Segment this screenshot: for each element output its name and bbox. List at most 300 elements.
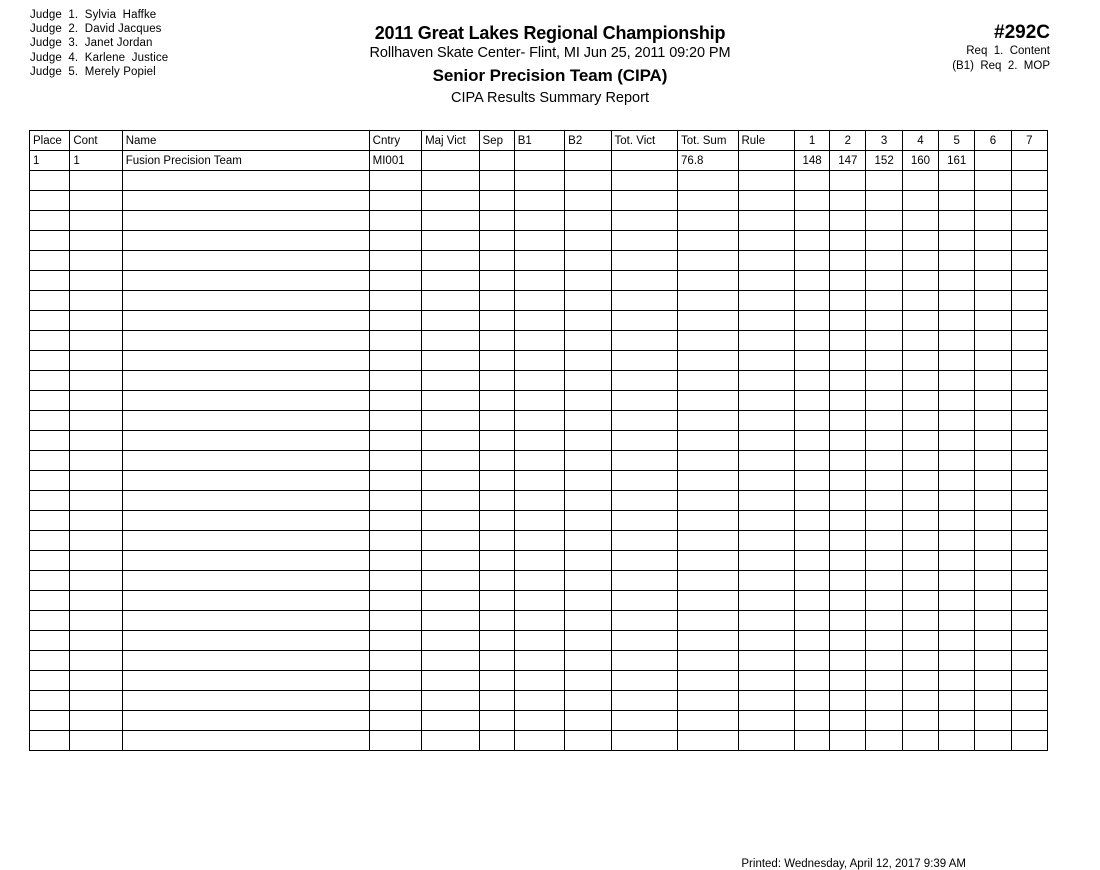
cell-empty: [514, 311, 564, 331]
col-tot-sum: Tot. Sum: [678, 131, 738, 151]
cell-empty: [738, 651, 794, 671]
cell-empty: [70, 351, 122, 371]
cell-empty: [30, 651, 70, 671]
cell-empty: [902, 731, 938, 751]
requirement-line: (B1) Req 2. MOP: [952, 59, 1050, 72]
cell-empty: [514, 331, 564, 351]
cell-empty: [30, 491, 70, 511]
cell-empty: [122, 191, 369, 211]
table-row-empty: [30, 531, 1048, 551]
cell-empty: [514, 631, 564, 651]
cell-empty: [369, 511, 421, 531]
cell-empty: [902, 471, 938, 491]
cell-empty: [70, 591, 122, 611]
cell-empty: [830, 411, 866, 431]
cell-empty: [866, 291, 902, 311]
cell-empty: [939, 611, 975, 631]
cell-empty: [794, 291, 829, 311]
cell-empty: [794, 311, 829, 331]
cell-empty: [122, 371, 369, 391]
cell-empty: [794, 211, 829, 231]
cell-empty: [866, 631, 902, 651]
cell-empty: [611, 651, 678, 671]
cell-empty: [611, 731, 678, 751]
cell-tot-vict: [611, 151, 678, 171]
cell-empty: [422, 571, 479, 591]
cell-empty: [678, 371, 738, 391]
table-row-empty: [30, 691, 1048, 711]
cell-empty: [70, 371, 122, 391]
cell-empty: [514, 491, 564, 511]
cell-empty: [30, 411, 70, 431]
cell-empty: [830, 551, 866, 571]
cell-empty: [902, 171, 938, 191]
cell-empty: [369, 711, 421, 731]
cell-empty: [866, 671, 902, 691]
cell-empty: [830, 191, 866, 211]
cell-empty: [794, 471, 829, 491]
cell-empty: [738, 351, 794, 371]
cell-empty: [902, 191, 938, 211]
cell-empty: [678, 171, 738, 191]
cell-empty: [678, 351, 738, 371]
cell-empty: [422, 311, 479, 331]
cell-empty: [422, 451, 479, 471]
cell-empty: [611, 431, 678, 451]
cell-empty: [30, 471, 70, 491]
cell-empty: [514, 551, 564, 571]
cell-empty: [565, 691, 611, 711]
cell-empty: [1011, 371, 1047, 391]
cell-empty: [565, 571, 611, 591]
judge-line: Judge 3. Janet Jordan: [30, 37, 153, 50]
cell-empty: [975, 671, 1011, 691]
cell-empty: [30, 511, 70, 531]
cell-empty: [611, 171, 678, 191]
cell-empty: [866, 391, 902, 411]
cell-empty: [514, 411, 564, 431]
table-row-empty: [30, 711, 1048, 731]
cell-empty: [830, 211, 866, 231]
cell-empty: [479, 391, 514, 411]
cell-empty: [975, 431, 1011, 451]
cell-empty: [611, 671, 678, 691]
cell-empty: [794, 271, 829, 291]
cell-empty: [479, 211, 514, 231]
cell-empty: [866, 431, 902, 451]
cell-empty: [369, 451, 421, 471]
cell-empty: [1011, 671, 1047, 691]
cell-empty: [738, 451, 794, 471]
cell-empty: [975, 411, 1011, 431]
cell-empty: [479, 411, 514, 431]
cell-b1: [514, 151, 564, 171]
cell-empty: [678, 311, 738, 331]
cell-empty: [794, 631, 829, 651]
table-row-empty: [30, 571, 1048, 591]
cell-empty: [70, 671, 122, 691]
cell-empty: [611, 191, 678, 211]
cell-empty: [1011, 211, 1047, 231]
cell-empty: [678, 571, 738, 591]
col-place: Place: [30, 131, 70, 151]
cell-empty: [30, 571, 70, 591]
cell-empty: [1011, 171, 1047, 191]
cell-empty: [514, 231, 564, 251]
cell-empty: [738, 591, 794, 611]
table-row-empty: [30, 731, 1048, 751]
cell-empty: [902, 451, 938, 471]
cell-empty: [479, 251, 514, 271]
cell-empty: [479, 471, 514, 491]
cell-empty: [794, 731, 829, 751]
cell-empty: [794, 431, 829, 451]
table-row-empty: [30, 591, 1048, 611]
cell-empty: [70, 411, 122, 431]
cell-empty: [422, 511, 479, 531]
cell-empty: [611, 411, 678, 431]
col-judge-6: 6: [975, 131, 1011, 151]
cell-empty: [122, 711, 369, 731]
cell-empty: [70, 571, 122, 591]
table-row-empty: [30, 271, 1048, 291]
col-b2: B2: [565, 131, 611, 151]
cell-empty: [122, 271, 369, 291]
cell-empty: [1011, 271, 1047, 291]
cell-empty: [678, 211, 738, 231]
cell-empty: [738, 371, 794, 391]
cell-empty: [122, 291, 369, 311]
col-judge-1: 1: [794, 131, 829, 151]
col-judge-4: 4: [902, 131, 938, 151]
cell-empty: [565, 711, 611, 731]
cell-empty: [866, 471, 902, 491]
cell-empty: [70, 251, 122, 271]
cell-empty: [70, 431, 122, 451]
cell-empty: [422, 691, 479, 711]
cell-empty: [738, 731, 794, 751]
cell-empty: [514, 391, 564, 411]
cell-empty: [514, 591, 564, 611]
cell-empty: [794, 531, 829, 551]
cell-empty: [678, 631, 738, 651]
cell-empty: [565, 271, 611, 291]
table-row-empty: [30, 551, 1048, 571]
cell-empty: [611, 231, 678, 251]
cell-empty: [866, 551, 902, 571]
cell-empty: [975, 171, 1011, 191]
cell-empty: [30, 551, 70, 571]
cell-empty: [565, 431, 611, 451]
cell-empty: [479, 711, 514, 731]
cell-empty: [30, 451, 70, 471]
cell-empty: [939, 551, 975, 571]
col-judge-2: 2: [830, 131, 866, 151]
cell-empty: [369, 391, 421, 411]
cell-empty: [902, 491, 938, 511]
cell-empty: [514, 611, 564, 631]
cell-empty: [514, 571, 564, 591]
cell-empty: [565, 231, 611, 251]
cell-empty: [738, 671, 794, 691]
cell-empty: [369, 231, 421, 251]
cell-empty: [1011, 331, 1047, 351]
table-row-empty: [30, 191, 1048, 211]
cell-empty: [830, 691, 866, 711]
cell-empty: [678, 191, 738, 211]
cell-empty: [369, 431, 421, 451]
table-row-empty: [30, 351, 1048, 371]
cell-empty: [794, 651, 829, 671]
judge-line: Judge 4. Karlene Justice: [30, 51, 169, 64]
cell-empty: [902, 711, 938, 731]
col-judge-3: 3: [866, 131, 902, 151]
cell-empty: [422, 231, 479, 251]
cell-empty: [738, 431, 794, 451]
cell-empty: [30, 591, 70, 611]
cell-empty: [565, 351, 611, 371]
cell-empty: [975, 271, 1011, 291]
cell-empty: [479, 451, 514, 471]
cell-empty: [830, 451, 866, 471]
cell-empty: [479, 631, 514, 651]
cell-empty: [122, 331, 369, 351]
cell-empty: [611, 391, 678, 411]
cell-judge-5: 161: [939, 151, 975, 171]
cell-empty: [30, 731, 70, 751]
cell-empty: [30, 271, 70, 291]
cell-empty: [565, 471, 611, 491]
competition-title: 2011 Great Lakes Regional Championship: [374, 23, 726, 43]
cell-empty: [794, 591, 829, 611]
cell-empty: [70, 331, 122, 351]
cell-empty: [738, 631, 794, 651]
cell-empty: [738, 211, 794, 231]
cell-empty: [866, 171, 902, 191]
cell-cntry: MI001: [369, 151, 421, 171]
cell-empty: [975, 251, 1011, 271]
cell-empty: [611, 591, 678, 611]
cell-empty: [830, 251, 866, 271]
cell-empty: [975, 191, 1011, 211]
cell-empty: [479, 691, 514, 711]
cell-empty: [514, 511, 564, 531]
cell-empty: [514, 291, 564, 311]
cell-empty: [975, 511, 1011, 531]
cell-empty: [479, 671, 514, 691]
cell-empty: [122, 251, 369, 271]
cell-empty: [939, 531, 975, 551]
cell-empty: [902, 291, 938, 311]
cell-empty: [1011, 511, 1047, 531]
cell-empty: [70, 291, 122, 311]
cell-empty: [565, 531, 611, 551]
cell-empty: [611, 531, 678, 551]
cell-empty: [565, 211, 611, 231]
col-cntry: Cntry: [369, 131, 421, 151]
cell-empty: [122, 411, 369, 431]
cell-empty: [30, 371, 70, 391]
cell-empty: [678, 431, 738, 451]
cell-empty: [369, 291, 421, 311]
cell-empty: [514, 671, 564, 691]
cell-empty: [479, 551, 514, 571]
cell-empty: [70, 511, 122, 531]
cell-empty: [422, 391, 479, 411]
printed-timestamp: Printed: Wednesday, April 12, 2017 9:39 AM: [741, 858, 966, 870]
cell-empty: [514, 691, 564, 711]
cell-empty: [30, 691, 70, 711]
cell-empty: [738, 291, 794, 311]
col-rule: Rule: [738, 131, 794, 151]
col-cont: Cont: [70, 131, 122, 151]
cell-empty: [479, 371, 514, 391]
cell-empty: [738, 471, 794, 491]
cell-empty: [902, 311, 938, 331]
cell-empty: [975, 651, 1011, 671]
cell-empty: [939, 431, 975, 451]
cell-empty: [70, 311, 122, 331]
cell-empty: [70, 531, 122, 551]
table-row: [30, 151, 1048, 171]
cell-empty: [1011, 631, 1047, 651]
cell-empty: [830, 371, 866, 391]
table-row-empty: [30, 671, 1048, 691]
cell-empty: [902, 411, 938, 431]
cell-empty: [565, 171, 611, 191]
cell-empty: [794, 571, 829, 591]
cell-empty: [1011, 491, 1047, 511]
cell-empty: [1011, 351, 1047, 371]
cell-empty: [866, 571, 902, 591]
cell-empty: [678, 451, 738, 471]
cell-empty: [1011, 451, 1047, 471]
cell-judge-1: 148: [794, 151, 829, 171]
table-row-empty: [30, 291, 1048, 311]
cell-empty: [30, 331, 70, 351]
cell-empty: [479, 351, 514, 371]
table-row-empty: [30, 231, 1048, 251]
cell-empty: [678, 531, 738, 551]
cell-empty: [678, 651, 738, 671]
cell-empty: [70, 731, 122, 751]
table-row-empty: [30, 311, 1048, 331]
cell-empty: [902, 631, 938, 651]
cell-empty: [939, 231, 975, 251]
cell-empty: [122, 451, 369, 471]
cell-judge-4: 160: [902, 151, 938, 171]
cell-empty: [794, 391, 829, 411]
cell-empty: [422, 371, 479, 391]
cell-empty: [369, 351, 421, 371]
cell-empty: [738, 571, 794, 591]
event-number: #292C: [994, 22, 1050, 43]
cell-empty: [939, 471, 975, 491]
cell-empty: [565, 631, 611, 651]
cell-empty: [479, 731, 514, 751]
table-row-empty: [30, 411, 1048, 431]
cell-empty: [611, 511, 678, 531]
cell-empty: [678, 231, 738, 251]
cell-empty: [866, 191, 902, 211]
cell-empty: [611, 491, 678, 511]
cell-empty: [514, 351, 564, 371]
cell-empty: [939, 251, 975, 271]
cell-rule: [738, 151, 794, 171]
cell-empty: [611, 471, 678, 491]
cell-empty: [678, 271, 738, 291]
cell-empty: [565, 651, 611, 671]
cell-empty: [479, 531, 514, 551]
cell-empty: [794, 411, 829, 431]
cell-empty: [565, 611, 611, 631]
cell-empty: [422, 551, 479, 571]
cell-empty: [70, 451, 122, 471]
cell-empty: [830, 311, 866, 331]
cell-empty: [514, 471, 564, 491]
cell-empty: [738, 531, 794, 551]
cell-empty: [30, 171, 70, 191]
cell-empty: [422, 591, 479, 611]
cell-cont: 1: [70, 151, 122, 171]
cell-empty: [514, 251, 564, 271]
cell-empty: [794, 231, 829, 251]
cell-empty: [902, 331, 938, 351]
cell-judge-2: 147: [830, 151, 866, 171]
table-row-empty: [30, 651, 1048, 671]
cell-empty: [975, 351, 1011, 371]
cell-empty: [902, 591, 938, 611]
cell-empty: [975, 711, 1011, 731]
cell-empty: [479, 191, 514, 211]
cell-empty: [678, 711, 738, 731]
cell-empty: [565, 551, 611, 571]
cell-empty: [975, 551, 1011, 571]
cell-empty: [830, 171, 866, 191]
cell-empty: [1011, 251, 1047, 271]
cell-empty: [122, 551, 369, 571]
cell-empty: [422, 731, 479, 751]
cell-empty: [866, 331, 902, 351]
cell-empty: [975, 631, 1011, 651]
report-subtitle: CIPA Results Summary Report: [451, 90, 649, 106]
col-b1: B1: [514, 131, 564, 151]
cell-empty: [975, 291, 1011, 311]
cell-empty: [514, 191, 564, 211]
cell-empty: [830, 531, 866, 551]
cell-empty: [369, 611, 421, 631]
cell-empty: [939, 631, 975, 651]
cell-empty: [866, 271, 902, 291]
cell-empty: [479, 291, 514, 311]
cell-empty: [422, 491, 479, 511]
cell-empty: [479, 571, 514, 591]
cell-empty: [122, 591, 369, 611]
cell-empty: [611, 551, 678, 571]
cell-empty: [794, 331, 829, 351]
cell-empty: [678, 731, 738, 751]
cell-empty: [830, 611, 866, 631]
cell-empty: [122, 491, 369, 511]
cell-empty: [514, 271, 564, 291]
cell-empty: [830, 711, 866, 731]
cell-empty: [939, 331, 975, 351]
cell-empty: [866, 611, 902, 631]
cell-empty: [866, 451, 902, 471]
cell-empty: [369, 271, 421, 291]
cell-empty: [122, 691, 369, 711]
cell-empty: [939, 591, 975, 611]
